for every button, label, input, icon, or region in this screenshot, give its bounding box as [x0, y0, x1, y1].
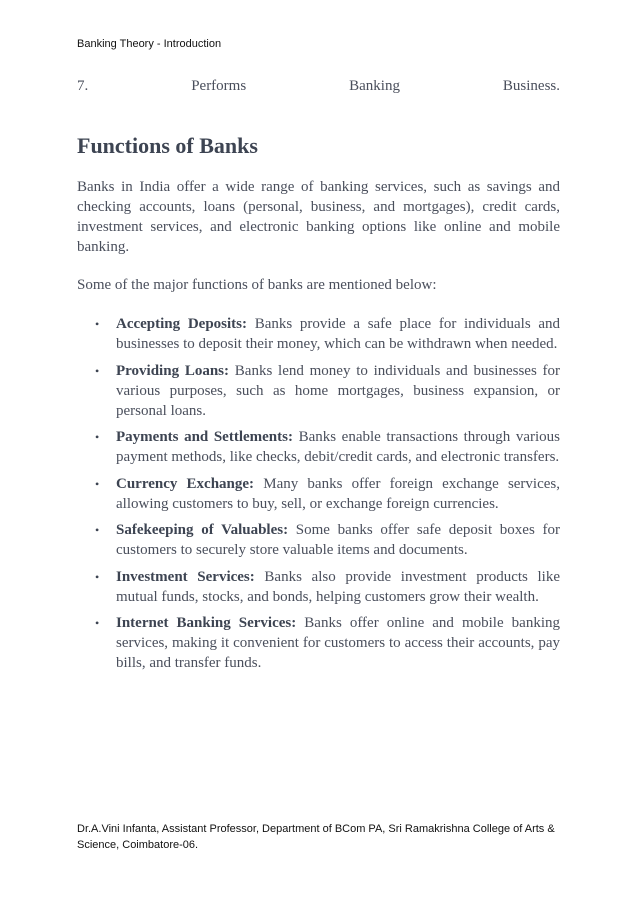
function-description: Banks also provide investment products like mutual funds, stocks, and bonds, helping customers grow their wealth.: [116, 568, 560, 605]
bullet-icon: •: [95, 363, 100, 378]
list-item: [77, 427, 560, 467]
function-description: Banks offer online and mobile banking services, making it convenient for customers to access their accounts, pay bills, and transfer funds.: [116, 615, 560, 671]
list-item: [77, 474, 560, 514]
list-item: [77, 613, 560, 673]
list-word: Business.: [502, 78, 560, 94]
bullet-icon: •: [95, 430, 100, 444]
intro-paragraph: Banks in India offer a wide range of banking services, such as savings and checking accounts, loans (personal, business, and mortgages), credit cards, investment services, and electronic banking options like online and mobile banking.: [77, 179, 560, 255]
function-term: Internet Banking Services:: [116, 615, 297, 631]
bullet-icon: •: [95, 476, 100, 491]
list-number: 7.: [77, 78, 89, 94]
list-word: Banking: [349, 78, 400, 94]
bullet-icon: •: [95, 616, 100, 630]
list-item: [77, 314, 560, 354]
bullet-icon: •: [95, 523, 100, 537]
function-description: Banks enable transactions through various payment methods, like checks, debit/credit cards, and electronic transfers.: [116, 429, 561, 465]
list-word: Performs: [191, 78, 247, 94]
list-item: [77, 361, 560, 421]
lead-paragraph: Some of the major functions of banks are mentioned below:: [77, 277, 437, 293]
functions-list: [77, 314, 560, 680]
bullet-icon: •: [95, 317, 100, 331]
page-footer: Dr.A.Vini Infanta, Assistant Professor, Department of BCom PA, Sri Ramakrishna College of Arts & Science, Coimbatore-06.: [77, 823, 555, 851]
function-term: Investment Services:: [116, 568, 255, 585]
function-description: Many banks offer foreign exchange services, allowing customers to buy, sell, or exchange foreign currencies.: [116, 475, 561, 512]
bullet-icon: •: [95, 569, 100, 584]
function-term: Safekeeping of Valuables:: [116, 522, 289, 538]
function-description: Banks provide a safe place for individuals and businesses to deposit their money, which can be withdrawn when needed.: [116, 316, 560, 352]
list-item: [77, 567, 560, 607]
function-term: Currency Exchange:: [116, 475, 255, 492]
page-header: Banking Theory - Introduction: [77, 38, 222, 50]
section-title: Functions of Banks: [77, 133, 258, 158]
list-item-continuation: [77, 78, 560, 95]
function-description: Banks lend money to individuals and businesses for various purposes, such as home mortgages, business expansion, or personal loans.: [116, 362, 561, 419]
function-term: Accepting Deposits:: [116, 316, 247, 332]
function-description: Some banks offer safe deposit boxes for customers to securely store valuable items and documents.: [116, 522, 560, 558]
function-term: Providing Loans:: [116, 362, 230, 379]
function-term: Payments and Settlements:: [116, 429, 293, 445]
list-item: [77, 520, 560, 560]
